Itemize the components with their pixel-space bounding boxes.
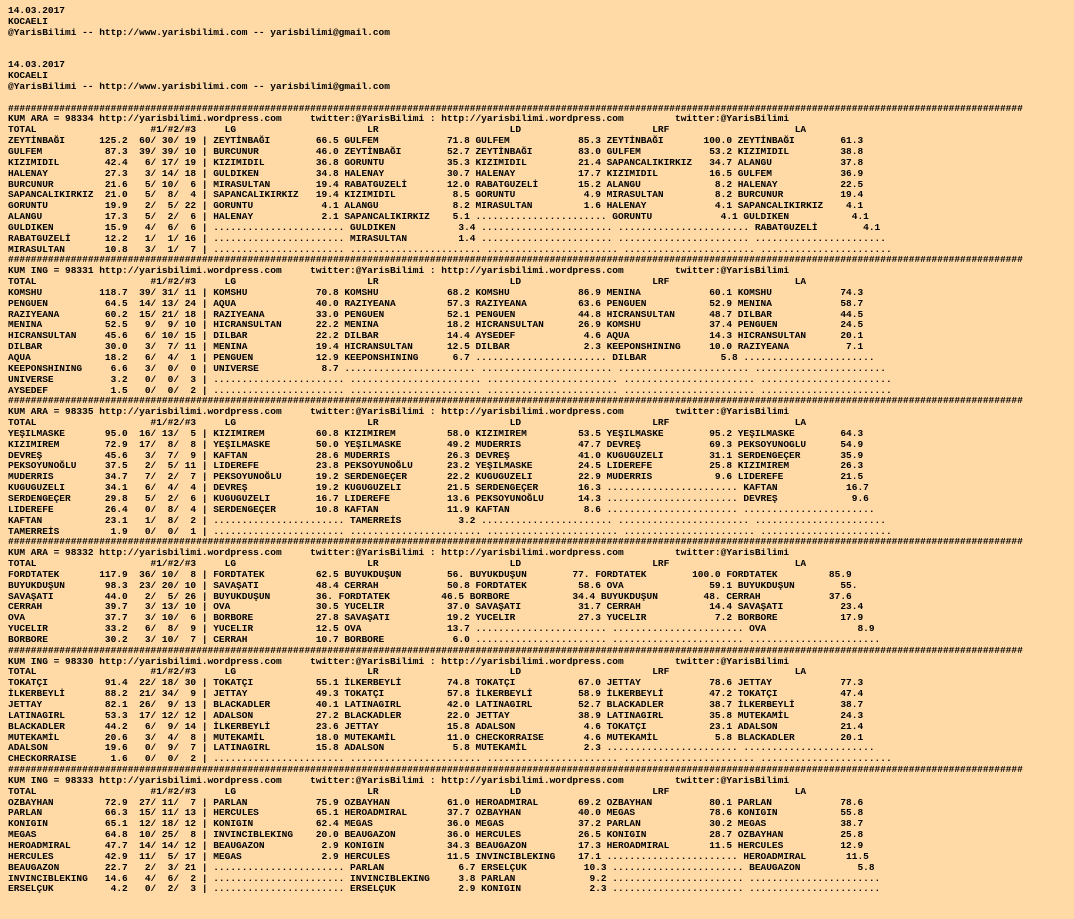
text-line: MEGAS 64.8 10/ 25/ 8 | INVINCIBLEKING 20.0 BEAUGAZON 36.0 HERCULES 26.5 KONIGIN 28.7 OZBAYHAN 25.8 [8, 829, 864, 841]
text-line: BURCUNUR 21.6 5/ 10/ 6 | MIRASULTAN 19.4 RABATGUZELİ 12.0 RABATGUZELİ 15.2 ALANGU 8.2 HALENAY 22.5 [8, 178, 864, 190]
text-line: BORBORE 30.2 3/ 10/ 7 | CERRAH 10.7 BORBORE 6.0 ....................... ....................... ....................... [8, 633, 881, 645]
separator-line: ################################################################################################################################################################################## [8, 536, 1023, 548]
text-line: KOCAELI [8, 15, 48, 27]
text-line: İLKERBEYLİ 88.2 21/ 34/ 9 | JETTAY 49.3 TOKATÇI 57.8 İLKERBEYLİ 58.9 İLKERBEYLİ 47.2 TOKATÇI 47.4 [8, 688, 864, 700]
text-line: KIZIMIDIL 42.4 6/ 17/ 19 | KIZIMIDIL 36.8 GORUNTU 35.3 KIZIMIDIL 21.4 SAPANCALIKIRKIZ 34.7 ALANGU 37.8 [8, 156, 864, 168]
text-line: RABATGUZELİ 12.2 1/ 1/ 16 | ....................... MIRASULTAN 1.4 ....................... ....................... ....................... [8, 232, 886, 244]
text-line: HALENAY 27.3 3/ 14/ 18 | GULDIKEN 34.8 HALENAY 30.7 HALENAY 17.7 KIZIMIDIL 16.5 GULFEM 36.9 [8, 167, 864, 179]
text-line: ALANGU 17.3 5/ 2/ 6 | HALENAY 2.1 SAPANCALIKIRKIZ 5.1 ....................... GORUNTU 4.1 GULDIKEN 4.1 [8, 211, 869, 223]
text-line: UNIVERSE 3.2 0/ 0/ 3 | ....................... ....................... ....................... ....................... ....................... [8, 373, 892, 385]
text-line: JETTAY 82.1 26/ 9/ 13 | BLACKADLER 40.1 LATINAGIRL 42.0 LATINAGIRL 52.7 BLACKADLER 38.7 İLKERBEYLİ 38.7 [8, 699, 864, 710]
text-line: PENGUEN 64.5 14/ 13/ 24 | AQUA 40.0 RAZIYEANA 57.3 RAZIYEANA 63.6 PENGUEN 52.9 MENINA 58.7 [8, 297, 864, 309]
text-line: YEŞILMASKE 95.0 16/ 13/ 5 | KIZIMIREM 60.8 KIZIMIREM 58.0 KIZIMIREM 53.5 YEŞILMASKE 95.2 YEŞILMASKE 64.3 [8, 427, 864, 439]
text-line: KUM ING = 98330 http://yarisbilimi.wordpress.com twitter:@YarisBilimi : http://yarisbilimi.wordpress.com twitter:@YarisBilimi [8, 655, 790, 667]
separator-line: ################################################################################################################################################################################## [8, 102, 1023, 114]
text-line: LIDEREFE 26.4 0/ 8/ 4 | SERDENGEÇER 10.8 KAFTAN 11.9 KAFTAN 8.6 ....................... ....................... [8, 503, 875, 515]
text-line: ERSELÇUK 4.2 0/ 2/ 3 | ....................... ERSELÇUK 2.9 KONIGIN 2.3 ....................... ....................... [8, 883, 881, 895]
text-line: GULDIKEN 15.9 4/ 6/ 6 | ....................... GULDIKEN 3.4 ....................... ....................... RABATGUZELİ 4.1 [8, 221, 881, 233]
text-line: GORUNTU 19.9 2/ 5/ 22 | GORUNTU 4.1 ALANGU 8.2 MIRASULTAN 1.6 HALENAY 4.1 SAPANCALIKIRKIZ 4.1 [8, 200, 864, 212]
text-line: TOKATÇI 91.4 22/ 18/ 30 | TOKATÇI 55.1 İLKERBEYLİ 74.8 TOKATÇI 67.0 JETTAY 78.6 JETTAY 77.3 [8, 677, 864, 689]
text-line: AQUA 18.2 6/ 4/ 1 | PENGUEN 12.9 KEEPONSHINING 6.7 ....................... DILBAR 5.8 ....................... [8, 352, 875, 363]
text-line: ZEYTİNBAĞI 125.2 60/ 30/ 19 | ZEYTİNBAĞI 66.5 GULFEM 71.8 GULFEM 85.3 ZEYTİNBAĞI 100.0 ZEYTİNBAĞI 61.3 [8, 135, 864, 147]
text-line: BUYUKDUŞUN 98.3 23/ 20/ 10 | SAVAŞATI 48.4 CERRAH 50.8 FORDTATEK 58.6 OVA 59.1 BUYUKDUŞUN 55. [8, 579, 858, 591]
text-line: RAZIYEANA 60.2 15/ 21/ 18 | RAZIYEANA 33.0 PENGUEN 52.1 PENGUEN 44.8 HICRANSULTAN 48.7 DILBAR 44.5 [8, 308, 864, 320]
text-line: MENINA 52.5 9/ 9/ 10 | HICRANSULTAN 22.2 MENINA 18.2 HICRANSULTAN 26.9 KOMSHU 37.4 PENGUEN 24.5 [8, 319, 864, 331]
text-line: OVA 37.7 3/ 10/ 6 | BORBORE 27.8 SAVAŞATI 19.2 YUCELIR 27.3 YUCELIR 7.2 BORBORE 17.9 [8, 612, 864, 624]
text-line: HICRANSULTAN 45.6 6/ 10/ 15 | DILBAR 22.2 DILBAR 14.4 AYSEDEF 4.6 AQUA 14.3 HICRANSULTAN 20.1 [8, 330, 864, 342]
text-line: 14.03.2017 [8, 5, 66, 16]
text-line: KUM ARA = 98332 http://yarisbilimi.wordpress.com twitter:@YarisBilimi : http://yarisbilimi.wordpress.com twitter:@YarisBilimi [8, 547, 790, 559]
text-line: @YarisBilimi -- http://www.yarisbilimi.com -- yarisbilimi@gmail.com [8, 26, 390, 38]
text-line: CERRAH 39.7 3/ 13/ 10 | OVA 30.5 YUCELIR 37.0 SAVAŞATI 31.7 CERRAH 14.4 SAVAŞATI 23.4 [8, 601, 864, 613]
text-line: TOTAL #1/#2/#3 LG LR LD LRF LA [8, 276, 807, 288]
text-line: TAMERREİS 1.9 0/ 0/ 1 | ....................... ....................... ....................... ....................... ....................... [8, 525, 892, 537]
separator-line: ################################################################################################################################################################################## [8, 644, 1023, 656]
text-line: MUTEKAMİL 20.6 3/ 4/ 8 | MUTEKAMİL 18.0 MUTEKAMİL 11.0 CHECKORRAISE 4.6 MUTEKAMİL 5.8 BLACKADLER 20.1 [8, 731, 864, 743]
text-line: KONIGIN 65.1 12/ 18/ 12 | KONIGIN 62.4 MEGAS 36.0 MEGAS 37.2 PARLAN 30.2 MEGAS 38.7 [8, 818, 864, 830]
text-line: GULFEM 87.3 39/ 39/ 10 | BURCUNUR 46.0 ZEYTİNBAĞI 52.7 ZEYTİNBAĞI 83.0 GULFEM 53.2 KIZIMIDIL 38.8 [8, 145, 864, 157]
text-line: PEKSOYUNOĞLU 37.5 2/ 5/ 11 | LIDEREFE 23.8 PEKSOYUNOĞLU 23.2 YEŞILMASKE 24.5 LIDEREFE 25.8 KIZIMIREM 26.3 [8, 460, 864, 472]
text-line: TOTAL #1/#2/#3 LG LR LD LRF LA [8, 417, 807, 429]
text-line: 14.03.2017 [8, 59, 66, 71]
text-line: KOCAELI [8, 70, 48, 82]
text-line: HEROADMIRAL 47.7 14/ 14/ 12 | BEAUGAZON 2.9 KONIGIN 34.3 BEAUGAZON 17.3 HEROADMIRAL 11.5 HERCULES 12.9 [8, 839, 864, 851]
separator-line: ################################################################################################################################################################################## [8, 254, 1023, 266]
text-line: AYSEDEF 1.5 0/ 0/ 2 | ....................... ....................... ....................... ....................... ....................... [8, 384, 892, 396]
text-line: KOMSHU 118.7 39/ 31/ 11 | KOMSHU 70.8 KOMSHU 68.2 KOMSHU 86.9 MENINA 60.1 KOMSHU 74.3 [8, 286, 864, 298]
text-line: LATINAGIRL 53.3 17/ 12/ 12 | ADALSON 27.2 BLACKADLER 22.0 JETTAY 38.9 LATINAGIRL 35.8 MUTEKAMİL 24.3 [8, 709, 864, 721]
text-line: BEAUGAZON 22.7 2/ 3/ 21 | ....................... PARLAN 6.7 ERSELÇUK 10.3 ....................... BEAUGAZON 5.8 [8, 861, 875, 873]
text-line: KUM ING = 98333 http://yarisbilimi.wordpress.com twitter:@YarisBilimi : http://yarisbilimi.wordpress.com twitter:@YarisBilimi [8, 774, 790, 786]
text-line: FORDTATEK 117.9 36/ 10/ 8 | FORDTATEK 62.5 BUYUKDUŞUN 56. BUYUKDUŞUN 77. FORDTATEK 100.0 FORDTATEK 85.9 [8, 568, 852, 580]
text-line: KAFTAN 23.1 1/ 8/ 2 | ....................... TAMERREİS 3.2 ....................... ....................... ....................... [8, 514, 886, 526]
text-line: CHECKORRAISE 1.6 0/ 0/ 2 | ....................... ....................... ....................... ....................... ....................... [8, 753, 892, 765]
text-line: TOTAL #1/#2/#3 LG LR LD LRF LA [8, 124, 807, 136]
text-line: INVINCIBLEKING 14.6 4/ 6/ 2 | ....................... INVINCIBLEKING 3.8 PARLAN 9.2 ....................... ....................... [8, 872, 881, 884]
text-line: HERCULES 42.9 11/ 5/ 17 | MEGAS 2.9 HERCULES 11.5 INVINCIBLEKING 17.1 ....................... HEROADMIRAL 11.5 [8, 850, 869, 862]
text-line: YUCELIR 33.2 6/ 8/ 9 | YUCELIR 12.5 OVA 13.7 ....................... ....................... OVA 8.9 [8, 623, 875, 635]
text-line: @YarisBilimi -- http://www.yarisbilimi.com -- yarisbilimi@gmail.com [8, 80, 390, 92]
text-line: DEVREŞ 45.6 3/ 7/ 9 | KAFTAN 28.6 MUDERRIS 26.3 DEVREŞ 41.0 KUGUGUZELI 31.1 SERDENGEÇER 35.9 [8, 449, 864, 461]
separator-line: ################################################################################################################################################################################## [8, 395, 1023, 407]
text-line: SAVAŞATI 44.0 2/ 5/ 26 | BUYUKDUŞUN 36. FORDTATEK 46.5 BORBORE 34.4 BUYUKDUŞUN 48. CERRAH 37.6 [8, 590, 852, 602]
text-line: OZBAYHAN 72.9 27/ 11/ 7 | PARLAN 75.9 OZBAYHAN 61.0 HEROADMIRAL 69.2 OZBAYHAN 80.1 PARLAN 78.6 [8, 796, 864, 808]
text-line: KUM ARA = 98334 http://yarisbilimi.wordpress.com twitter:@YarisBilimi : http://yarisbilimi.wordpress.com twitter:@YarisBilimi [8, 113, 790, 125]
text-line: ADALSON 19.6 0/ 9/ 7 | LATINAGIRL 15.8 ADALSON 5.8 MUTEKAMİL 2.3 ....................... ....................... [8, 742, 875, 754]
text-line: KUM ARA = 98335 http://yarisbilimi.wordpress.com twitter:@YarisBilimi : http://yarisbilimi.wordpress.com twitter:@YarisBilimi [8, 406, 790, 418]
text-line: KIZIMIREM 72.9 17/ 8/ 8 | YEŞILMASKE 50.0 YEŞILMASKE 49.2 MUDERRIS 47.7 DEVREŞ 69.3 PEKSOYUNOGLU 54.9 [8, 438, 864, 450]
text-line: SERDENGEÇER 29.8 5/ 2/ 6 | KUGUGUZELI 16.7 LIDEREFE 13.6 PEKSOYUNOĞLU 14.3 ....................... DEVREŞ 9.6 [8, 492, 869, 504]
text-line: PARLAN 66.3 15/ 11/ 13 | HERCULES 65.1 HEROADMIRAL 37.7 OZBAYHAN 40.0 MEGAS 78.6 KONIGIN 55.8 [8, 807, 864, 819]
text-line: TOTAL #1/#2/#3 LG LR LD LRF LA [8, 558, 807, 570]
text-line: TOTAL #1/#2/#3 LG LR LD LRF LA [8, 785, 807, 797]
separator-line: ################################################################################################################################################################################## [8, 764, 1023, 776]
text-line: KUGUGUZELI 34.1 6/ 4/ 4 | DEVREŞ 19.2 KUGUGUZELI 21.5 SERDENGEÇER 16.3 ....................... KAFTAN 16.7 [8, 482, 869, 494]
text-line: MIRASULTAN 10.8 3/ 1/ 7 | ....................... ....................... ....................... ....................... ....................... [8, 243, 892, 255]
text-line: MUDERRIS 34.7 7/ 2/ 7 | PEKSOYUNOĞLU 19.2 SERDENGEÇER 22.2 KUGUGUZELI 22.9 MUDERRIS 9.6 LIDEREFE 21.5 [8, 471, 864, 483]
text-line: BLACKADLER 44.2 6/ 9/ 14 | İLKERBEYLİ 23.6 JETTAY 15.8 ADALSON 4.6 TOKATÇI 23.1 ADALSON 21.4 [8, 720, 864, 732]
text-line: SAPANCALIKIRKIZ 21.0 5/ 8/ 4 | SAPANCALIKIRKIZ 19.4 KIZIMIDIL 8.5 GORUNTU 4.9 MIRASULTAN 8.2 BURCUNUR 19.4 [8, 189, 864, 201]
text-line: TOTAL #1/#2/#3 LG LR LD LRF LA [8, 666, 807, 678]
text-line: KUM ING = 98331 http://yarisbilimi.wordpress.com twitter:@YarisBilimi : http://yarisbilimi.wordpress.com twitter:@YarisBilimi [8, 265, 790, 277]
text-line: DILBAR 30.0 3/ 7/ 11 | MENINA 19.4 HICRANSULTAN 12.5 DILBAR 2.3 KEEPONSHINING 10.0 RAZIYEANA 7.1 [8, 341, 864, 353]
text-line: KEEPONSHINING 6.6 3/ 0/ 0 | UNIVERSE 8.7 ....................... ....................... ....................... ....................... [8, 362, 886, 374]
